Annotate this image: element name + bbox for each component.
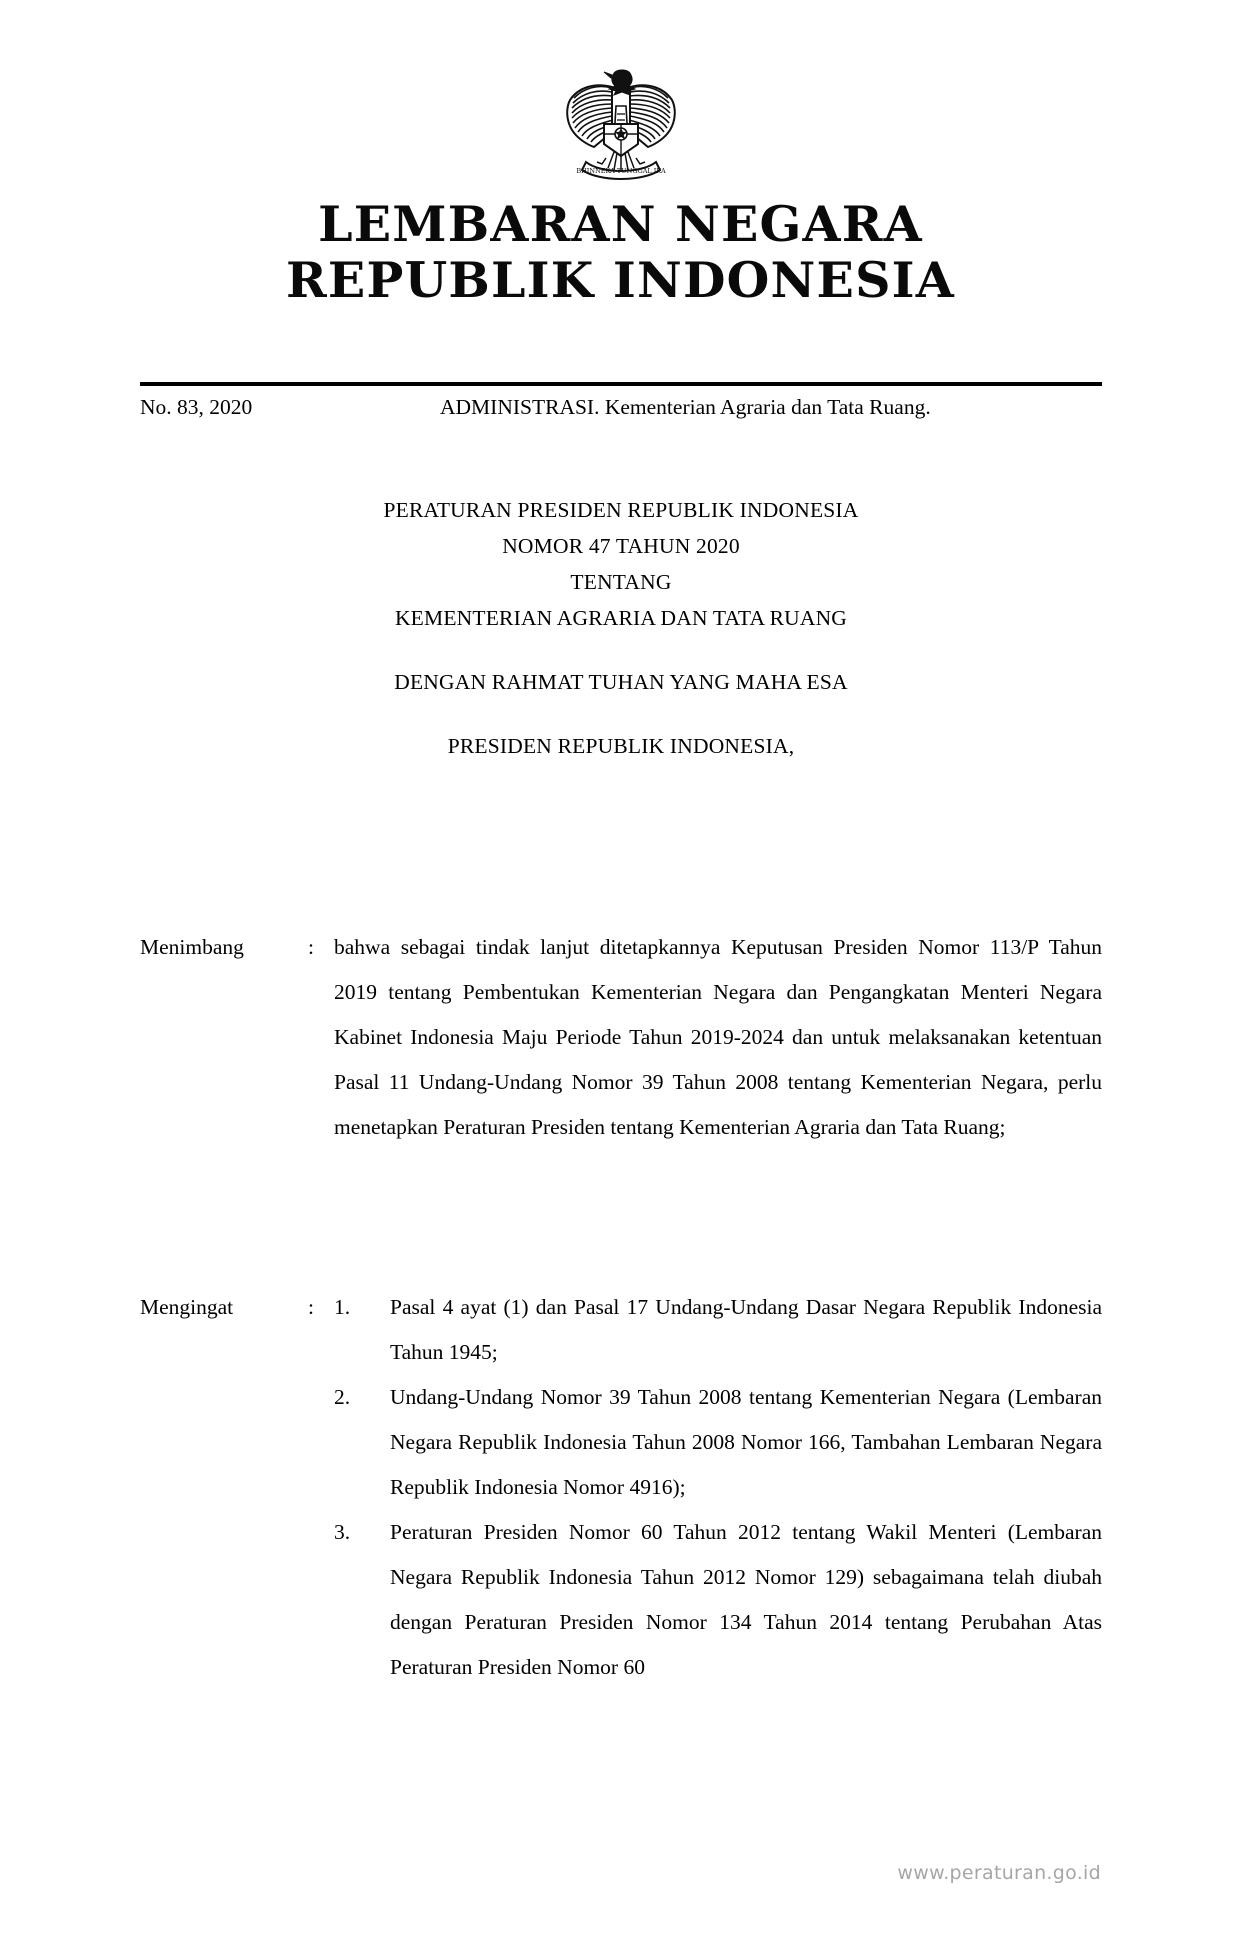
masthead-divider	[140, 382, 1102, 386]
regulation-title-block	[140, 492, 1102, 764]
gazette-header	[140, 392, 1102, 423]
svg-text:BHINNEKA TUNGGAL IKA: BHINNEKA TUNGGAL IKA	[575, 167, 666, 175]
masthead-line-2: REPUBLIK INDONESIA	[285, 251, 956, 309]
clause-menimbang	[140, 925, 1102, 1150]
list-item-marker: 1.	[334, 1295, 351, 1319]
footer-watermark: www.peraturan.go.id	[897, 1862, 1101, 1884]
clause-menimbang-text: bahwa sebagai tindak lanjut ditetapkannya Keputusan Presiden Nomor 113/P Tahun 2019 tentang Pembentukan Kementerian Negara dan Pengangkatan Menteri Negara Kabinet Indonesia Maju Periode Tahun 2019-2024 dan untuk melaksanakan ketentuan Pasal 11 Undang-Undang Nomor 39 Tahun 2008 tentang Kementerian Negara, perlu menetapkan Peraturan Presiden tentang Kementerian Agraria dan Tata Ruang;	[334, 935, 1102, 1139]
list-item-text: Undang-Undang Nomor 39 Tahun 2008 tentang Kementerian Negara (Lembaran Negara Republik Indonesia Tahun 2008 Nomor 166, Tambahan Lembaran Negara Republik Indonesia Nomor 4916);	[390, 1385, 1102, 1499]
title-spacer-2	[140, 700, 1102, 728]
list-item-text: Pasal 4 ayat (1) dan Pasal 17 Undang-Undang Dasar Negara Republik Indonesia Tahun 1945;	[390, 1295, 1102, 1364]
list-item	[334, 1285, 1102, 1375]
gazette-subject: ADMINISTRASI. Kementerian Agraria dan Tata Ruang.	[440, 395, 931, 419]
clause-mengingat	[140, 1285, 1102, 1690]
title-line-invocation: DENGAN RAHMAT TUHAN YANG MAHA ESA	[394, 670, 848, 694]
list-item-text: Peraturan Presiden Nomor 60 Tahun 2012 tentang Wakil Menteri (Lembaran Negara Republik Indonesia Tahun 2012 Nomor 129) sebagaimana telah diubah dengan Peraturan Presiden Nomor 134 Tahun 2014 tentang Perubahan Atas Peraturan Presiden Nomor 60	[390, 1520, 1102, 1679]
masthead-line-1: LEMBARAN NEGARA	[318, 195, 923, 253]
emblem-container	[0, 62, 1241, 195]
clause-menimbang-label: Menimbang	[140, 935, 244, 959]
clause-menimbang-colon: :	[308, 935, 314, 959]
list-item-marker: 2.	[334, 1385, 351, 1409]
title-line-president: PRESIDEN REPUBLIK INDONESIA,	[447, 734, 795, 758]
mengingat-numbered-list	[334, 1285, 1102, 1690]
title-line-tentang: TENTANG	[570, 570, 672, 594]
list-item	[334, 1510, 1102, 1690]
masthead	[0, 196, 1241, 308]
clause-mengingat-list-container	[334, 1285, 1102, 1690]
title-spacer-1	[140, 636, 1102, 664]
list-item	[334, 1375, 1102, 1510]
garuda-pancasila-emblem	[546, 62, 696, 190]
clause-mengingat-label: Mengingat	[140, 1295, 234, 1319]
gazette-number: No. 83, 2020	[140, 395, 253, 419]
list-item-marker: 3.	[334, 1520, 351, 1544]
title-line-regulation: PERATURAN PRESIDEN REPUBLIK INDONESIA	[383, 498, 859, 522]
clause-mengingat-colon: :	[308, 1295, 314, 1319]
title-line-number: NOMOR 47 TAHUN 2020	[502, 534, 740, 558]
title-line-ministry: KEMENTERIAN AGRARIA DAN TATA RUANG	[394, 606, 848, 630]
